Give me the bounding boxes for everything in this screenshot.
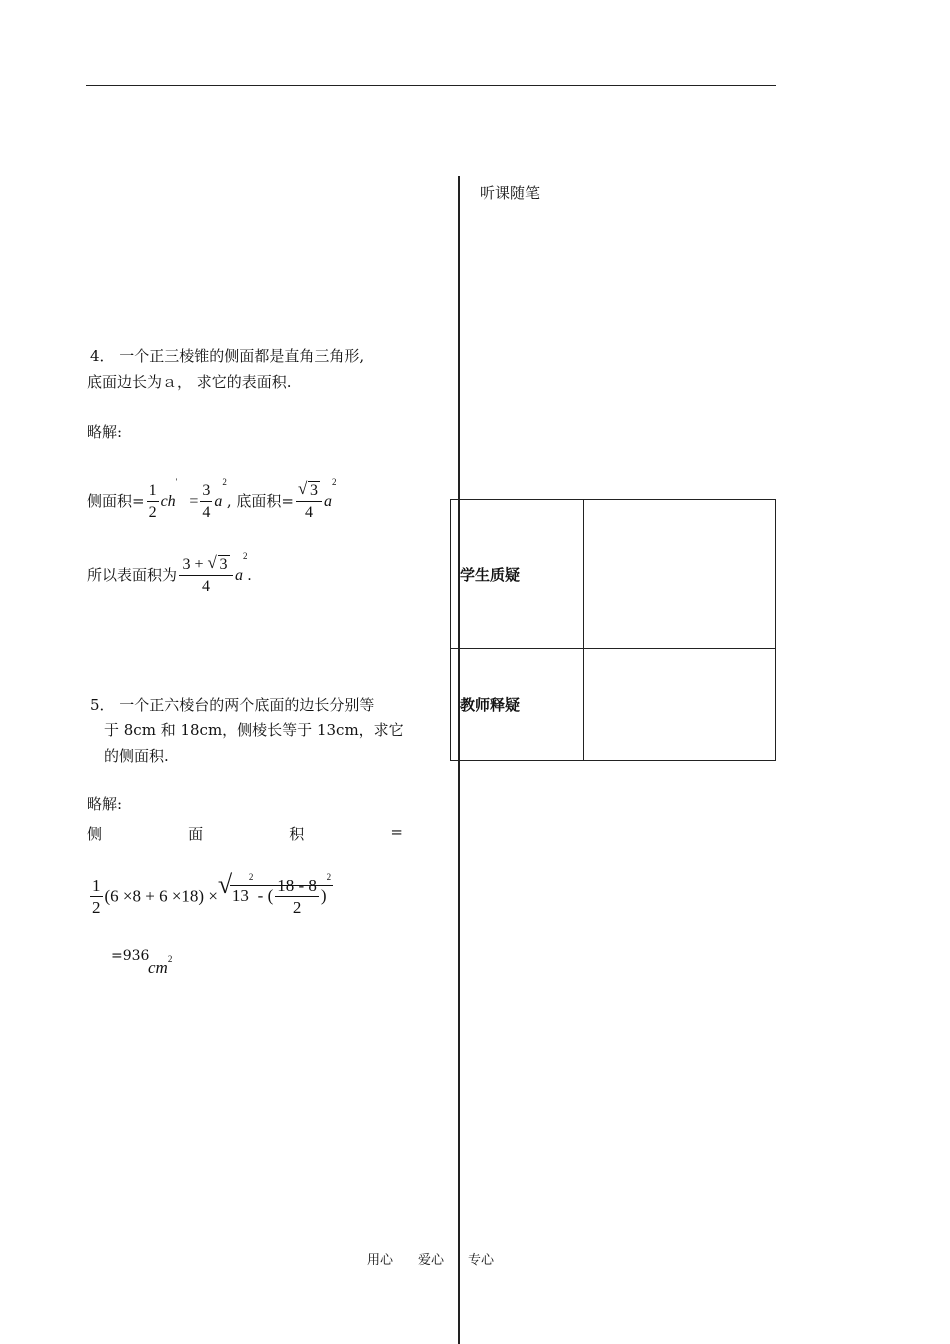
exponent: 2 (243, 551, 248, 561)
frac-den: 2 (92, 898, 101, 917)
word-equals: = (390, 823, 403, 841)
problem5-line1: 5． 一个正六棱台的两个底面的边长分别等 (90, 696, 375, 714)
period: . (247, 567, 252, 585)
a-symbol: a (235, 567, 244, 585)
minus-open: - ( (253, 886, 274, 906)
prime-mark: ' (175, 477, 178, 487)
header-rule (86, 85, 776, 86)
unit-cm: cm (148, 958, 168, 977)
frac-num (296, 481, 322, 502)
teacher-answer-label: 教师释疑 (451, 649, 584, 761)
fraction-one-half (90, 876, 103, 919)
unit-exponent: 2 (167, 954, 173, 964)
fraction-18-8-over-2 (275, 876, 319, 919)
footer-item-3: 专心 (468, 1253, 495, 1268)
problem4-line1: 4． 一个正三棱锥的侧面都是直角三角形, (90, 347, 365, 365)
fraction-sqrt3-over-4 (296, 481, 322, 524)
problem4-lateral-formula (87, 477, 337, 524)
footer-item-1: 用心 (367, 1253, 394, 1268)
sqrt-radicand: 3 (219, 556, 228, 573)
sqrt-symbol: √ $13^2$ - ( $\frac{18 - 8}{2}$ )$^2$ (217, 870, 332, 917)
fraction-one-half (147, 481, 159, 524)
problem4-total-formula (87, 551, 252, 598)
a-symbol: a (323, 493, 332, 511)
problem5-line2: 于 8cm 和 18cm，侧棱长等于 13cm，求它 (104, 721, 404, 739)
equals-sign: = (189, 493, 199, 511)
problem5-unit (148, 954, 173, 978)
word-ji: 积 (289, 825, 305, 843)
sqrt-radicand (230, 872, 333, 917)
exponent: 2 (331, 477, 337, 487)
num-left: 3 + (182, 556, 208, 573)
problem5-line3: 的侧面积. (104, 747, 169, 765)
problem5-expression (88, 870, 333, 919)
problem4-line2: 底面边长为ａ， 求它的表面积. (87, 373, 292, 391)
exponent: 2 (326, 872, 332, 882)
student-question-cell[interactable] (584, 500, 776, 649)
sqrt-symbol: √ 3 (207, 553, 228, 573)
problem5-result (111, 948, 149, 964)
frac-den: 4 (202, 578, 211, 595)
frac-num: 1 (147, 481, 159, 502)
notes-heading: 听课随笔 (480, 184, 541, 202)
a-symbol: a (214, 493, 223, 511)
total-label: 所以表面积为 (87, 566, 178, 585)
word-mian: 面 (188, 825, 204, 843)
exponent: 2 (248, 872, 254, 882)
base-label: , 底面积= (226, 492, 294, 511)
student-question-label: 学生质疑 (451, 500, 584, 649)
sqrt-symbol: √ 3 (297, 479, 318, 499)
lateral-area-row (87, 823, 403, 844)
frac-den: 2 (292, 898, 302, 917)
frac-den: 4 (202, 504, 211, 521)
problem5-solution-label: 略解: (87, 795, 123, 813)
fraction-total (179, 555, 233, 598)
frac-num: 3 (200, 481, 212, 502)
frac-num: 18 - 8 (277, 876, 317, 895)
teacher-answer-cell[interactable] (584, 649, 776, 761)
frac-num (179, 555, 233, 576)
expr-paren: (6 ×8 + 6 ×18) × (104, 886, 218, 906)
footer-item-2: 爱心 (418, 1253, 445, 1268)
lateral-label: 侧面积= (87, 492, 145, 511)
close-paren: ) (320, 886, 327, 906)
frac-den: 2 (148, 504, 157, 521)
term-13: 13 (231, 886, 249, 906)
problem4-solution-label: 略解: (87, 423, 123, 441)
fraction-three-quarter (200, 481, 212, 524)
sqrt-radicand: 3 (309, 482, 318, 499)
frac-num: 1 (92, 876, 101, 895)
exponent: 2 (222, 477, 227, 487)
word-ce: 侧 (87, 825, 103, 843)
qa-table (450, 499, 776, 761)
result-value: =936 (111, 948, 150, 964)
ch-symbol: ch (160, 493, 176, 511)
frac-den: 4 (304, 504, 313, 521)
